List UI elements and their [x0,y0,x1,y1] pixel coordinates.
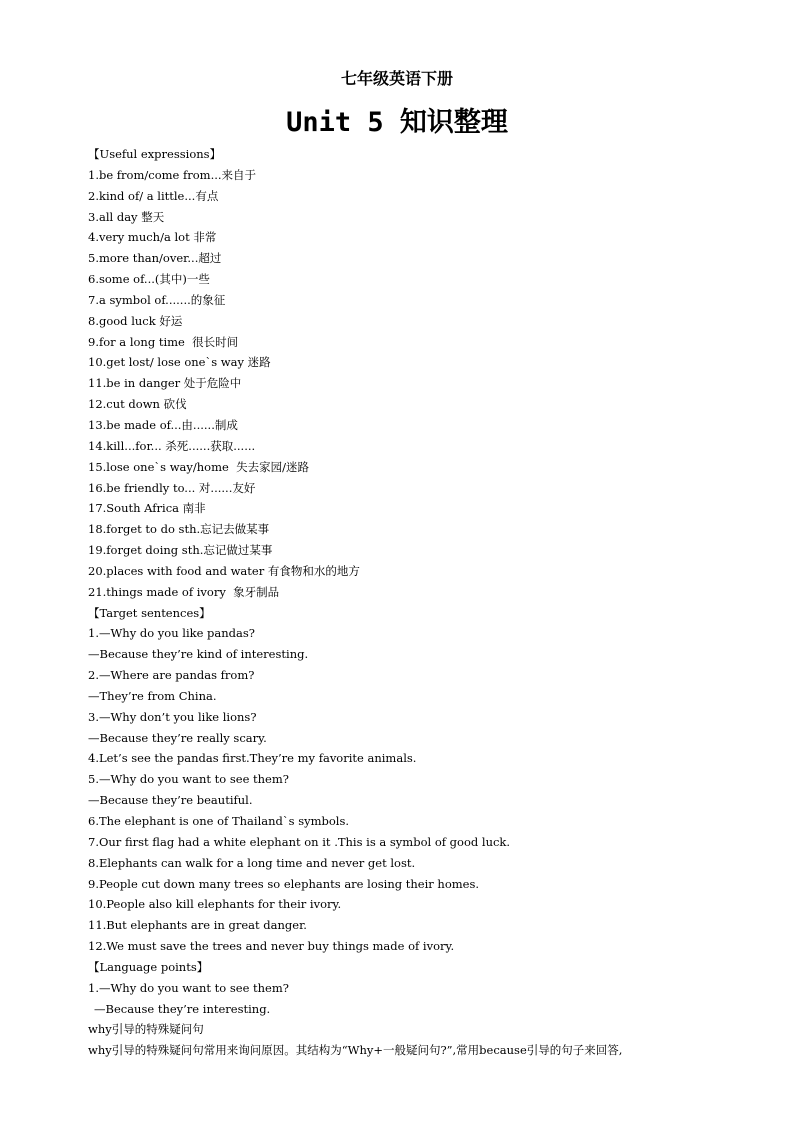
sentence-item: 4.Let’s see the pandas first.They’re my favorite animals. [88,751,417,766]
expression-item: 18.forget to do sth.忘记去做某事 [88,522,270,537]
expression-item: 5.more than/over...超过 [88,251,222,266]
sentence-item: —Because they’re beautiful. [88,793,253,808]
expression-item: 6.some of...(其中)一些 [88,272,210,287]
expression-item: 21.things made of ivory 象牙制品 [88,584,280,599]
expression-item: 3.all day 整天 [88,209,165,224]
expression-item: 15.lose one`s way/home 失去家园/迷路 [88,459,309,474]
sentence-item: 6.The elephant is one of Thailand`s symbols. [88,814,350,828]
sentence-item: 5.—Why do you want to see them? [88,772,289,787]
expression-item: 12.cut down 砍伐 [88,397,187,412]
expression-item: 2.kind of/ a little...有点 [88,188,219,203]
sentence-item: 1.—Why do you like pandas? [88,626,255,641]
expression-item: 10.get lost/ lose one`s way 迷路 [88,355,271,370]
sentence-item: 12.We must save the trees and never buy things made of ivory. [88,939,455,954]
expression-item: 14.kill...for... 杀死......获取...... [88,438,256,453]
sentence-item: 9.People cut down many trees so elephants are losing their homes. [88,876,480,891]
title-english: Unit 5 [286,107,400,138]
document-subtitle: 七年级英语下册 [340,69,453,88]
expression-item: 9.for a long time 很长时间 [88,334,239,349]
section-heading-target-sentences: 【Target sentences】 [88,605,211,620]
document-title [0,104,794,142]
expression-item: 7.a symbol of.......的象征 [88,292,226,307]
language-point-item: —Because they’re interesting. [94,1001,271,1016]
expression-item: 17.South Africa 南非 [88,501,206,516]
sentence-item: —Because they’re really scary. [88,730,267,745]
expression-item: 13.be made of...由......制成 [88,417,238,432]
sentence-item: 8.Elephants can walk for a long time and never get lost. [88,855,416,870]
sentence-item: —They’re from China. [88,688,217,703]
document-body [88,144,768,1061]
expression-item: 11.be in danger 处于危险中 [88,376,242,391]
language-point-explanation: why引导的特殊疑问句常用来询问原因。其结构为“Why+一般疑问句?”,常用because引导的句子来回答, [88,1043,623,1058]
language-point-item: 1.—Why do you want to see them? [88,980,289,995]
sentence-item: 10.People also kill elephants for their ivory. [88,897,342,912]
section-heading-language-points: 【Language points】 [88,959,209,974]
title-chinese: 知识整理 [399,107,508,138]
expression-item: 19.forget doing sth.忘记做过某事 [88,543,273,558]
expression-item: 8.good luck 好运 [88,313,183,328]
sentence-item: 2.—Where are pandas from? [88,668,255,683]
expression-item: 16.be friendly to... 对......友好 [88,480,256,495]
language-point-heading: why引导的特殊疑问句 [88,1022,204,1037]
expression-item: 20.places with food and water 有食物和水的地方 [88,563,360,578]
sentence-item: 11.But elephants are in great danger. [88,918,307,933]
sentence-item: 3.—Why don’t you like lions? [88,709,257,724]
sentence-item: 7.Our first flag had a white elephant on it .This is a symbol of good luck. [88,834,511,849]
expression-item: 4.very much/a lot 非常 [88,230,217,245]
expression-item: 1.be from/come from...来自于 [88,167,257,182]
section-heading-useful-expressions: 【Useful expressions】 [88,147,222,161]
sentence-item: —Because they’re kind of interesting. [88,647,309,662]
